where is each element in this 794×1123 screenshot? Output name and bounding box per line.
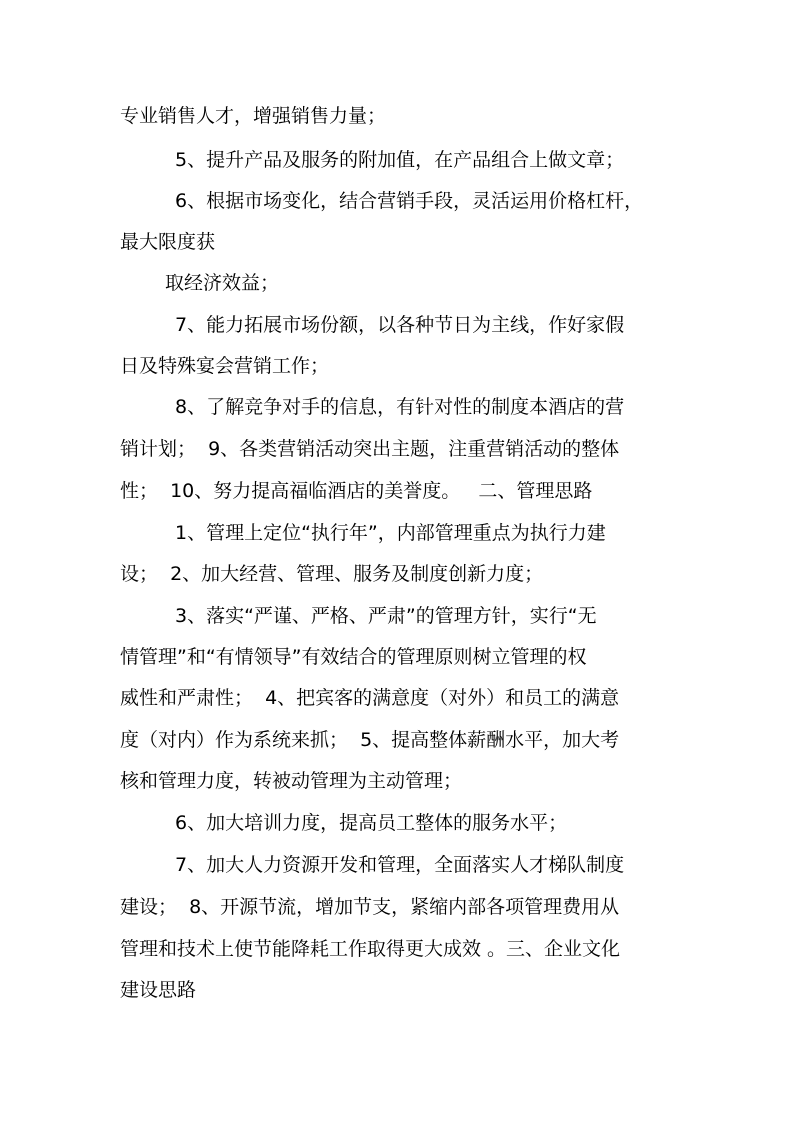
- text-line: 7、加大人力资源开发和管理，全面落实人才梯队制度: [175, 854, 625, 876]
- text-line: 销计划； 9、各类营销活动突出主题，注重营销活动的整体: [120, 438, 620, 460]
- text-line: 取经济效益；: [165, 272, 280, 294]
- text-line: 性； 10、努力提高福临酒店的美誉度。 二、管理思路: [120, 480, 593, 502]
- text-line: 日及特殊宴会营销工作；: [120, 355, 330, 377]
- text-line: 7、能力拓展市场份额，以各种节日为主线，作好家假: [175, 314, 625, 336]
- text-line: 核和管理力度，转被动管理为主动管理；: [120, 770, 463, 792]
- text-line: 5、提升产品及服务的附加值，在产品组合上做文章；: [175, 149, 625, 171]
- text-line: 建设； 8、开源节流，增加节支，紧缩内部各项管理费用从: [120, 896, 620, 918]
- text-line: 建设思路: [120, 979, 197, 1001]
- text-line: 6、加大培训力度，提高员工整体的服务水平；: [175, 812, 568, 834]
- text-line: 管理和技术上使节能降耗工作取得更大成效 。三、企业文化: [120, 938, 621, 960]
- text-line: 专业销售人才，增强销售力量；: [120, 105, 387, 127]
- text-line: 1、管理上定位“执行年”，内部管理重点为执行力建: [175, 522, 606, 544]
- text-line: 6、根据市场变化，结合营销手段，灵活运用价格杠杆，: [175, 190, 644, 212]
- text-line: 8、了解竞争对手的信息，有针对性的制度本酒店的营: [175, 396, 625, 418]
- text-line: 威性和严肃性； 4、把宾客的满意度（对外）和员工的满意: [120, 687, 620, 709]
- text-line: 3、落实“严谨、严格、严肃”的管理方针，实行“无: [175, 605, 597, 627]
- text-line: 设； 2、加大经营、管理、服务及制度创新力度；: [120, 563, 544, 585]
- text-line: 度（对内）作为系统来抓； 5、提高整体薪酬水平，加大考: [120, 729, 620, 751]
- text-line: 最大限度获: [120, 231, 216, 253]
- text-line: 情管理”和“有情领导”有效结合的管理原则树立管理的权: [120, 646, 587, 668]
